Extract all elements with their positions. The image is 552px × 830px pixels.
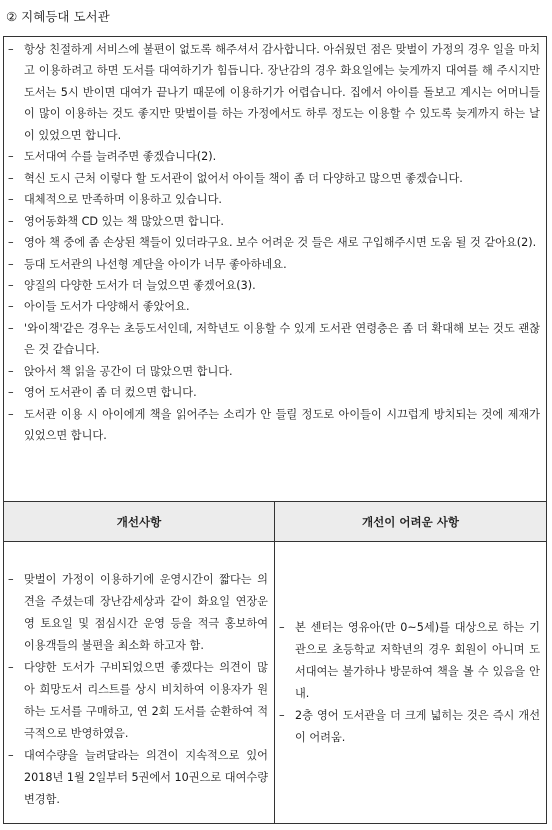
feedback-item	[8, 39, 540, 146]
dash-bullet: –	[8, 407, 14, 421]
feedback-item	[8, 275, 540, 296]
dash-bullet: –	[8, 278, 14, 292]
dash-bullet: –	[8, 321, 14, 335]
dash-bullet: –	[8, 573, 14, 586]
feedback-text: '와이책'같은 경우는 초등도서인데, 저학년도 이용할 수 있게 도서관 연령층은 좀 더 확대해 보는 것도 괜찮은 것 같습니다.	[24, 321, 540, 357]
dash-bullet: –	[8, 236, 14, 250]
feedback-text: 양질의 다양한 도서가 더 늘었으면 좋겠어요(3).	[24, 278, 256, 292]
feedback-item	[8, 296, 540, 317]
dash-bullet: –	[8, 364, 14, 378]
feedback-item	[8, 404, 540, 447]
feedback-text: 도서대여 수를 늘려주면 좋겠습니다(2).	[24, 150, 217, 164]
feedback-list	[4, 37, 546, 502]
difficult-header: 개선이 어려운 사항	[362, 514, 459, 529]
improvements-header: 개선사항	[4, 502, 275, 541]
difficult-text: 본 센터는 영유아(만 0~5세)를 대상으로 하는 기관으로 초등학교 저학년의 경우 회원이 아니며 도서대여는 불가하나 방문하여 책을 볼 수 있음을 안내.	[295, 620, 540, 700]
improvement-text: 다양한 도서가 구비되었으면 좋겠다는 의견이 많아 희망도서 리스트를 상시 비치하여 이용자가 원하는 도서를 구매하고, 연 2회 도서를 순환하여 적극적으로 반영하였음.	[24, 661, 268, 740]
survey-table	[3, 36, 547, 824]
feedback-text: 아이들 도서가 다양해서 좋았어요.	[24, 300, 190, 314]
feedback-item	[8, 168, 540, 189]
feedback-text: 영어 도서관이 좀 더 컸으면 합니다.	[24, 386, 197, 400]
dash-bullet: –	[279, 708, 285, 722]
dash-bullet: –	[8, 150, 14, 164]
feedback-item	[8, 211, 540, 232]
dash-bullet: –	[8, 661, 14, 674]
improvement-item	[8, 569, 268, 657]
improvement-item	[8, 657, 268, 745]
dash-bullet: –	[8, 43, 14, 56]
feedback-text: 도서관 이용 시 아이에게 책을 읽어주는 소리가 안 들릴 정도로 아이들이 시끄럽게 방치되는 것에 제재가 있었으면 합니다.	[24, 407, 540, 443]
feedback-item	[8, 189, 540, 210]
difficult-text: 2층 영어 도서관을 더 크게 넓히는 것은 즉시 개선이 어려움.	[295, 708, 540, 744]
difficult-item	[279, 705, 540, 749]
dash-bullet: –	[8, 386, 14, 400]
feedback-item	[8, 232, 540, 253]
feedback-text: 영아 책 중에 좀 손상된 책들이 있더라구요. 보수 어려운 것 들은 새로 구입해주시면 도움 될 것 같아요(2).	[24, 236, 537, 250]
feedback-text: 혁신 도시 근처 이렇다 할 도서관이 없어서 아이들 책이 좀 더 다양하고 많으면 좋겠습니다.	[24, 171, 463, 185]
improvement-text: 대여수량을 늘려달라는 의견이 지속적으로 있어 2018년 1월 2일부터 5권에서 10권으로 대여수량 변경함.	[24, 749, 268, 806]
difficult-item	[279, 617, 540, 705]
dash-bullet: –	[8, 171, 14, 185]
dash-bullet: –	[279, 620, 285, 634]
difficult-cell	[275, 542, 546, 823]
feedback-text: 앉아서 책 읽을 공간이 더 많았으면 합니다.	[24, 364, 233, 378]
feedback-item	[8, 361, 540, 382]
table-header-row	[4, 502, 546, 542]
dash-bullet: –	[8, 214, 14, 228]
feedback-item	[8, 254, 540, 275]
dash-bullet: –	[8, 300, 14, 314]
improvements-cell	[4, 542, 275, 823]
feedback-item	[8, 382, 540, 403]
improvement-item	[8, 745, 268, 811]
feedback-text: 등대 도서관의 나선형 계단을 아이가 너무 좋아하네요.	[24, 257, 287, 271]
feedback-text: 항상 친절하게 서비스에 불편이 없도록 해주셔서 감사합니다. 아쉬웠던 점은 맞벌이 가정의 경우 일을 마치고 이용하려고 하면 도서를 대여하기가 힘듭니다. 장난감의 경우 화요일에는 늦게까지 대여를 해 주시지만 도서는 5시 반이면 대여가 끝나기 때문에 이용하기가 어렵습니다. 집에서 아이를 돌보고 계시는 어머니들이 많이 이용하는 것도 좋지만 맞벌이를 하는 가정에서도 하루 정도는 이용할 수 있도록 늦게까지 하는 날이 있었으면 합니다.	[24, 43, 540, 142]
feedback-text: 영어동화책 CD 있는 책 많았으면 합니다.	[24, 214, 224, 228]
improvement-text: 맞벌이 가정이 이용하기에 운영시간이 짧다는 의견을 주셨는데 장난감세상과 같이 화요일 연장운영 토요일 및 점심시간 운영 등을 적극 홍보하여 이용객들의 불편을 최소화 하고자 함.	[24, 573, 268, 652]
dash-bullet: –	[8, 193, 14, 207]
feedback-item	[8, 146, 540, 167]
dash-bullet: –	[8, 257, 14, 271]
section-title: ② 지혜등대 도서관	[6, 9, 110, 24]
table-body-row	[4, 542, 546, 823]
dash-bullet: –	[8, 749, 14, 762]
feedback-text: 대체적으로 만족하며 이용하고 있습니다.	[24, 193, 222, 207]
feedback-item	[8, 318, 540, 361]
